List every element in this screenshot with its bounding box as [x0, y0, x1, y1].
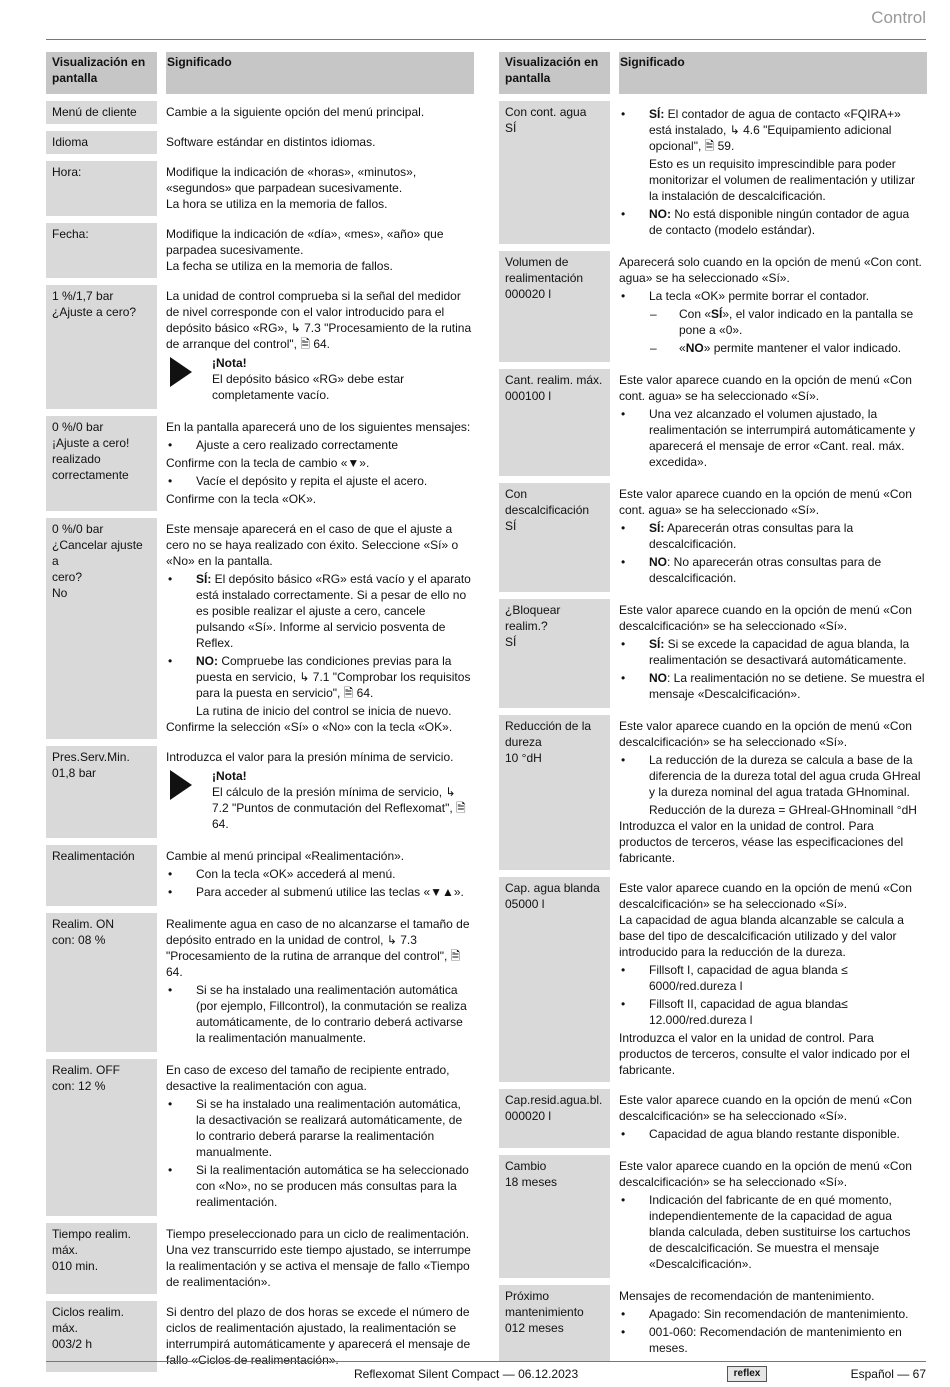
- paragraph: [619, 1288, 925, 1304]
- display-cell: [499, 877, 610, 1082]
- display-line: Fecha:: [52, 227, 89, 241]
- bold-keyword: NO: [685, 341, 704, 355]
- display-line: Pres.Serv.Min.: [52, 750, 130, 764]
- paragraph: [166, 491, 472, 507]
- text: Apagado: Sin recomendación de mantenimiento.: [649, 1307, 909, 1321]
- display-cell: [499, 1155, 610, 1278]
- text: Si se ha instalado una realimentación automática (por ejemplo, Fillcontrol), la conmutación se realiza automáticamente, de lo contrario deberá activarse la realimentación manualmente.: [196, 983, 467, 1045]
- table-row: [499, 483, 927, 592]
- bold-keyword: SÍ: [711, 307, 723, 321]
- display-line: ¡Ajuste a cero!: [52, 436, 130, 450]
- display-line: ¿Cancelar ajuste a: [52, 538, 143, 568]
- table-row: [46, 416, 474, 511]
- text: La capacidad de agua blanda alcanzable se calcula a base del tipo de descalcificación utilizado y del valor introducido para la reducción de la dureza.: [619, 913, 904, 959]
- note-heading: ¡Nota!: [212, 356, 247, 370]
- paragraph: [166, 848, 472, 864]
- bullet-item: [619, 996, 925, 1028]
- table-header: [499, 52, 927, 94]
- meaning-cell: [619, 599, 927, 708]
- display-line: Idioma: [52, 135, 89, 149]
- display-cell: [46, 101, 157, 124]
- text: », el valor indicado en la pantalla se pone a «0».: [679, 307, 914, 337]
- display-cell: [499, 1285, 610, 1362]
- text: Reducción de la dureza = GHreal-GHnominall °dH: [649, 803, 917, 817]
- note-content: [212, 768, 472, 832]
- header-meaning: Significado: [166, 52, 474, 94]
- text-prefix: Con «: [679, 307, 712, 321]
- display-line: 05000 l: [505, 897, 545, 911]
- text: Si la realimentación automática se ha seleccionado con «No», no se producen más consultas para la realimentación.: [196, 1163, 469, 1209]
- bullet-item: [619, 206, 925, 238]
- text: La fecha se utiliza en la memoria de fallos.: [166, 259, 393, 273]
- table-row: [499, 251, 927, 362]
- bullet-item: [619, 1192, 925, 1272]
- table-row: [499, 101, 927, 244]
- text: Este valor aparece cuando en la opción de menú «Con descalcificación» se ha seleccionado «Sí».: [619, 1093, 912, 1123]
- display-cell: [46, 223, 157, 278]
- paragraph: [166, 288, 472, 352]
- meaning-cell: [166, 101, 474, 124]
- table-row: [499, 1155, 927, 1278]
- bullet-item: [166, 571, 472, 651]
- display-line: Tiempo realim.: [52, 1227, 131, 1241]
- text: Compruebe las condiciones previas para la puesta en servicio, ↳ 7.1 "Comprobar los requisitos para la puesta en servicio", 🗎 64.: [196, 654, 471, 700]
- right-table: [499, 52, 927, 1369]
- table-row: [499, 877, 927, 1082]
- text: Capacidad de agua blando restante disponible.: [649, 1127, 900, 1141]
- display-line: SÍ: [505, 121, 517, 135]
- meaning-cell: [166, 913, 474, 1052]
- note-arrow-icon: [170, 770, 192, 800]
- display-cell: [499, 369, 610, 476]
- display-line: Hora:: [52, 165, 82, 179]
- display-line: descalcificación: [505, 503, 590, 517]
- text: Si dentro del plazo de dos horas se excede el número de ciclos de realimentación ajustado, la realimentación se interrumpirá automáticamente y aparecerá el mensaje de fallo «Ciclos de realimentación».: [166, 1305, 471, 1367]
- text: Vacíe el depósito y repita el ajuste el acero.: [196, 474, 428, 488]
- table-row: [46, 161, 474, 216]
- bullet-item: [166, 1162, 472, 1210]
- meaning-cell: [166, 285, 474, 409]
- footer-document-title: Reflexomat Silent Compact — 06.12.2023: [354, 1367, 579, 1381]
- table-row: [499, 1285, 927, 1362]
- display-line: 01,8 bar: [52, 766, 97, 780]
- table-row: [46, 1223, 474, 1294]
- dash-item: [619, 306, 925, 338]
- display-line: 000100 l: [505, 389, 552, 403]
- display-cell: [499, 483, 610, 592]
- text-prefix: «: [679, 341, 686, 355]
- display-line: ¿Ajuste a cero?: [52, 305, 137, 319]
- bullet-item: [619, 752, 925, 800]
- note-text: El cálculo de la presión mínima de servicio, ↳ 7.2 "Puntos de conmutación del Reflexomat", 🗎 64.: [212, 785, 466, 831]
- bullet-item: [166, 473, 472, 489]
- top-divider: [46, 39, 926, 40]
- meaning-cell: [166, 746, 474, 838]
- bullet-continuation: [166, 703, 472, 719]
- bullet-item: [619, 636, 925, 668]
- text: Este valor aparece cuando en la opción de menú «Con cont. agua» se ha seleccionado «Sí».: [619, 373, 912, 403]
- display-cell: [499, 1089, 610, 1148]
- paragraph: [166, 419, 472, 435]
- text: : La realimentación no se detiene. Se muestra el mensaje «Descalcificación».: [649, 671, 925, 701]
- meaning-cell: [619, 877, 927, 1082]
- display-cell: [46, 518, 157, 739]
- table-row: [499, 599, 927, 708]
- text: Mensajes de recomendación de mantenimiento.: [619, 1289, 875, 1303]
- display-line: 0 %/0 bar: [52, 522, 104, 536]
- display-line: 10 °dH: [505, 751, 542, 765]
- bullet-continuation: [619, 156, 925, 204]
- bold-keyword: SÍ:: [196, 572, 212, 586]
- bullet-item: [166, 437, 472, 453]
- paragraph: [619, 718, 925, 750]
- meaning-cell: [619, 715, 927, 870]
- paragraph: [619, 372, 925, 404]
- text: Este valor aparece cuando en la opción de menú «Con descalcificación» se ha seleccionado «Sí».: [619, 881, 912, 911]
- display-cell: [46, 845, 157, 906]
- text: Este valor aparece cuando en la opción de menú «Con descalcificación» se ha seleccionado «Sí».: [619, 603, 912, 633]
- display-line: Cap. agua blanda: [505, 881, 600, 895]
- meaning-cell: [619, 369, 927, 476]
- footer-page-number: Español — 67: [850, 1367, 926, 1381]
- text: En la pantalla aparecerá uno de los siguientes mensajes:: [166, 420, 471, 434]
- paragraph: [619, 912, 925, 960]
- text: Modifique la indicación de «horas», «minutos», «segundos» que parpadean sucesivamente.: [166, 165, 417, 195]
- table-row: [46, 518, 474, 739]
- bullet-item: [166, 982, 472, 1046]
- display-cell: [46, 416, 157, 511]
- meaning-cell: [619, 1089, 927, 1148]
- paragraph: [166, 1062, 472, 1094]
- table-row: [46, 746, 474, 838]
- display-line: Cap.resid.agua.bl.: [505, 1093, 603, 1107]
- text: Introduzca el valor en la unidad de control. Para productos de terceros, consulte el valor indicado por el fabricante.: [619, 1031, 910, 1077]
- display-line: 0 %/0 bar: [52, 420, 104, 434]
- paragraph: [619, 880, 925, 912]
- bold-keyword: SÍ:: [649, 521, 665, 535]
- note-arrow-icon: [170, 357, 192, 387]
- note-content: [212, 355, 472, 403]
- dash-item: [619, 340, 925, 356]
- paragraph: [619, 602, 925, 634]
- paragraph: [619, 254, 925, 286]
- display-line: 18 meses: [505, 1175, 558, 1189]
- footer-divider: [46, 1361, 926, 1362]
- text: Con la tecla «OK» accederá al menú.: [196, 867, 396, 881]
- meaning-cell: [166, 161, 474, 216]
- text: » permite mantener el valor indicado.: [703, 341, 902, 355]
- display-cell: [499, 251, 610, 362]
- display-line: dureza: [505, 735, 542, 749]
- paragraph: [166, 1226, 472, 1290]
- text: Indicación del fabricante de en qué momento, independientemente de la capacidad de agua blanda calculada, deben sustituirse los cartuchos de descalcificación. Se muestra el mensaje «Descalcificación».: [649, 1193, 911, 1271]
- table-row: [46, 1059, 474, 1216]
- table-row: [46, 285, 474, 409]
- text: Este valor aparece cuando en la opción de menú «Con descalcificación» se ha seleccionado «Sí».: [619, 719, 912, 749]
- display-line: 010 min.: [52, 1259, 99, 1273]
- display-line: Realim. OFF: [52, 1063, 121, 1077]
- paragraph: [619, 486, 925, 518]
- bullet-item: [166, 866, 472, 882]
- text: Tiempo preseleccionado para un ciclo de realimentación. Una vez transcurrido este tiempo ajustado, se interrumpe la realimentación y se activa el mensaje de fallo «Tiempo de realimentación».: [166, 1227, 471, 1289]
- display-line: correctamente: [52, 468, 129, 482]
- table-row: [499, 369, 927, 476]
- left-table: [46, 52, 474, 1379]
- meaning-cell: [166, 131, 474, 154]
- display-line: Realimentación: [52, 849, 135, 863]
- display-line: con: 12 %: [52, 1079, 106, 1093]
- meaning-cell: [166, 518, 474, 739]
- bullet-item: [619, 288, 925, 304]
- table-row: [46, 101, 474, 124]
- display-line: Ciclos realim. máx.: [52, 1305, 125, 1335]
- display-line: máx.: [52, 1243, 79, 1257]
- meaning-cell: [619, 101, 927, 244]
- meaning-cell: [166, 845, 474, 906]
- table-row: [499, 715, 927, 870]
- text: No está disponible ningún contador de agua de contacto (modelo estándar).: [649, 207, 910, 237]
- text: El depósito básico «RG» está vacío y el aparato está instalado correctamente. Si a pesar de ello no es posible realizar el ajuste a cero, cancele pulsando «Sí». Informe al servicio posventa de Reflex.: [196, 572, 471, 650]
- text: : No aparecerán otras consultas para de descalcificación.: [649, 555, 882, 585]
- bullet-item: [619, 554, 925, 586]
- table-row: [46, 223, 474, 278]
- header-display: Visualización en pantalla: [46, 52, 157, 94]
- display-line: Volumen de: [505, 255, 569, 269]
- text: Aparecerá solo cuando en la opción de menú «Con cont. agua» se ha seleccionado «Sí».: [619, 255, 922, 285]
- display-line: Con: [505, 487, 528, 501]
- display-line: 000020 l: [505, 287, 552, 301]
- bullet-item: [619, 106, 925, 154]
- paragraph: [619, 1030, 925, 1078]
- paragraph: [166, 258, 472, 274]
- paragraph: [619, 818, 925, 866]
- bold-keyword: SÍ:: [649, 637, 665, 651]
- paragraph: [166, 1304, 472, 1368]
- display-cell: [499, 599, 610, 708]
- bullet-item: [619, 1126, 925, 1142]
- display-cell: [46, 1059, 157, 1216]
- note-heading: ¡Nota!: [212, 769, 247, 783]
- display-line: Próximo: [505, 1289, 550, 1303]
- display-cell: [46, 131, 157, 154]
- bullet-item: [619, 962, 925, 994]
- meaning-cell: [166, 1059, 474, 1216]
- paragraph: [166, 916, 472, 980]
- table-row: [46, 845, 474, 906]
- bold-keyword: NO: [649, 671, 667, 685]
- bullet-item: [166, 653, 472, 701]
- text: Cambie al menú principal «Realimentación».: [166, 849, 405, 863]
- display-line: SÍ: [505, 519, 517, 533]
- display-line: 000020 l: [505, 1109, 552, 1123]
- note-text: El depósito básico «RG» debe estar completamente vacío.: [212, 372, 405, 402]
- bold-keyword: NO: [649, 555, 667, 569]
- bold-keyword: NO:: [196, 654, 218, 668]
- display-line: Menú de cliente: [52, 105, 137, 119]
- text: Cambie a la siguiente opción del menú principal.: [166, 105, 425, 119]
- text: La reducción de la dureza se calcula a base de la diferencia de la dureza total del agua cruda GHreal y la dureza nominal del agua tratada GHnominal.: [649, 753, 921, 799]
- text: Confirme la selección «Sí» o «No» con la tecla «OK».: [166, 720, 453, 734]
- paragraph: [166, 455, 472, 471]
- text: La unidad de control comprueba si la señal del medidor de nivel corresponde con el valor introducido para el depósito básico «RG», ↳ 7.3 "Procesamiento de la rutina de arranque del control", 🗎 64.: [166, 289, 472, 351]
- display-line: Realim. ON: [52, 917, 115, 931]
- meaning-cell: [166, 416, 474, 511]
- display-line: Reducción de la: [505, 719, 592, 733]
- paragraph: [619, 1092, 925, 1124]
- text: Fillsoft I, capacidad de agua blanda ≤ 6000/red.dureza l: [649, 963, 848, 993]
- bullet-item: [619, 1324, 925, 1356]
- bullet-item: [619, 1306, 925, 1322]
- bullet-item: [619, 520, 925, 552]
- display-line: realizado: [52, 452, 101, 466]
- display-line: cero?: [52, 570, 83, 584]
- text: Modifique la indicación de «día», «mes», «año» que parpadea sucesivamente.: [166, 227, 444, 257]
- paragraph: [166, 226, 472, 258]
- display-cell: [499, 715, 610, 870]
- text: Este valor aparece cuando en la opción de menú «Con descalcificación» se ha seleccionado «Sí».: [619, 1159, 912, 1189]
- text: Este mensaje aparecerá en el caso de que el ajuste a cero no se haya realizado con éxito. Seleccione «Sí» o «No» en la pantalla.: [166, 522, 459, 568]
- text: Para acceder al submenú utilice las teclas «▼▲».: [196, 885, 464, 899]
- paragraph: [166, 521, 472, 569]
- text: El contador de agua de contacto «FQIRA+» está instalado, ↳ 4.6 "Equipamiento adicional opcional", 🗎 59.: [649, 107, 901, 153]
- display-cell: [499, 101, 610, 244]
- paragraph: [166, 196, 472, 212]
- meaning-cell: [619, 1285, 927, 1362]
- display-line: mantenimiento: [505, 1305, 584, 1319]
- paragraph: [166, 134, 472, 150]
- paragraph: [619, 1158, 925, 1190]
- text: Este valor aparece cuando en la opción de menú «Con cont. agua» se ha seleccionado «Sí».: [619, 487, 912, 517]
- text: Aparecerán otras consultas para la descalcificación.: [649, 521, 854, 551]
- bullet-item: [166, 884, 472, 900]
- display-line: No: [52, 586, 68, 600]
- meaning-cell: [619, 251, 927, 362]
- text: La rutina de inicio del control se inicia de nuevo.: [196, 704, 452, 718]
- display-cell: [46, 1223, 157, 1294]
- display-line: 1 %/1,7 bar: [52, 289, 114, 303]
- text: Confirme con la tecla de cambio «▼».: [166, 456, 370, 470]
- text: Ajuste a cero realizado correctamente: [196, 438, 399, 452]
- text: Introduzca el valor en la unidad de control. Para productos de terceros, véase las especificaciones del fabricante.: [619, 819, 904, 865]
- display-line: Cant. realim. máx.: [505, 373, 603, 387]
- display-line: Con cont. agua: [505, 105, 587, 119]
- display-line: ¿Bloquear realim.?: [505, 603, 561, 633]
- text: Introduzca el valor para la presión mínima de servicio.: [166, 750, 454, 764]
- text: 001-060: Recomendación de mantenimiento en meses.: [649, 1325, 902, 1355]
- display-line: con: 08 %: [52, 933, 106, 947]
- bullet-item: [166, 1096, 472, 1160]
- display-line: Cambio: [505, 1159, 547, 1173]
- text: Realimente agua en caso de no alcanzarse el tamaño de depósito entrado en la unidad de control, ↳ 7.3 "Procesamiento de la rutina de arranque del control", 🗎 64.: [166, 917, 470, 979]
- text: Fillsoft II, capacidad de agua blanda≤ 12.000/red.dureza l: [649, 997, 848, 1027]
- table-row: [46, 913, 474, 1052]
- meaning-cell: [166, 223, 474, 278]
- paragraph: [166, 719, 472, 735]
- display-cell: [46, 285, 157, 409]
- display-line: realimentación: [505, 271, 584, 285]
- bullet-continuation: [619, 802, 925, 818]
- meaning-cell: [619, 483, 927, 592]
- text: Confirme con la tecla «OK».: [166, 492, 317, 506]
- bold-keyword: SÍ:: [649, 107, 665, 121]
- text: Si se ha instalado una realimentación automática, la desactivación se realizará automáticamente, de lo contrario deberá pararse la realimentación manualmente.: [196, 1097, 463, 1159]
- text: Una vez alcanzado el volumen ajustado, la realimentación se interrumpirá automáticamente y aparecerá el mensaje de error «Cant. real. máx. excedida».: [649, 407, 916, 469]
- text: Esto es un requisito imprescindible para poder monitorizar el volumen de realimentación y utilizar la instalación de descalcificación.: [649, 157, 916, 203]
- paragraph: [166, 749, 472, 765]
- note-box: [166, 355, 472, 403]
- display-line: SÍ: [505, 635, 517, 649]
- display-line: 012 meses: [505, 1321, 564, 1335]
- paragraph: [166, 164, 472, 196]
- text: Si se excede la capacidad de agua blanda, la realimentación se desactivará automáticamente.: [649, 637, 910, 667]
- display-cell: [46, 913, 157, 1052]
- display-line: 003/2 h: [52, 1337, 93, 1351]
- text: En caso de exceso del tamaño de recipiente entrado, desactive la realimentación con agua.: [166, 1063, 450, 1093]
- paragraph: [166, 104, 472, 120]
- text: La hora se utiliza en la memoria de fallos.: [166, 197, 388, 211]
- header-display: Visualización en pantalla: [499, 52, 610, 94]
- display-cell: [46, 746, 157, 838]
- meaning-cell: [619, 1155, 927, 1278]
- meaning-cell: [166, 1223, 474, 1294]
- table-row: [46, 131, 474, 154]
- section-title: Control: [871, 8, 926, 27]
- bullet-item: [619, 406, 925, 470]
- text: La tecla «OK» permite borrar el contador.: [649, 289, 870, 303]
- table-header: [46, 52, 474, 94]
- table-row: [499, 1089, 927, 1148]
- text: Software estándar en distintos idiomas.: [166, 135, 376, 149]
- display-cell: [46, 161, 157, 216]
- header-meaning: Significado: [619, 52, 927, 94]
- bold-keyword: NO:: [649, 207, 671, 221]
- reflex-logo: reflex: [727, 1366, 767, 1382]
- note-box: [166, 768, 472, 832]
- bullet-item: [619, 670, 925, 702]
